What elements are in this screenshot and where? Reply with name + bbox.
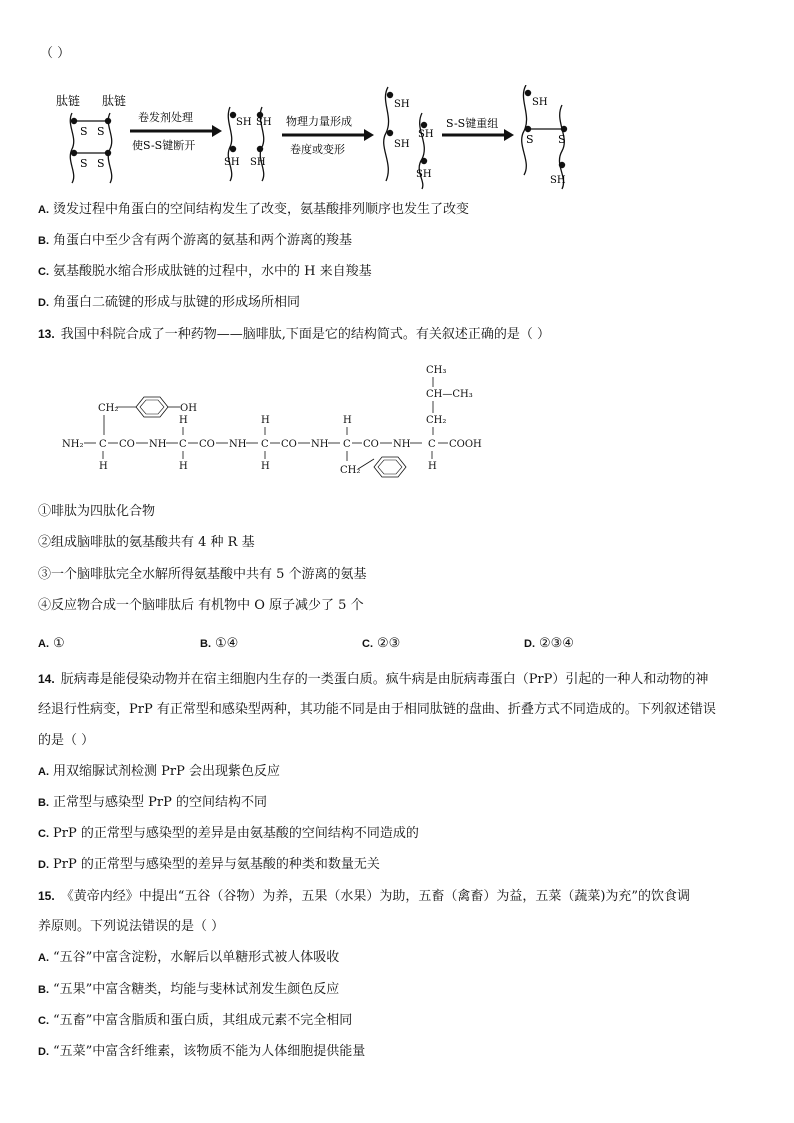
struct-nh: NH — [393, 439, 411, 450]
q13-statement-3: ③一个脑啡肽完全水解所得氨基酸中共有 5 个游离的氨基 — [38, 567, 367, 582]
struct-co: CO — [363, 439, 379, 450]
s-label: S — [97, 157, 105, 170]
struct-oh: OH — [180, 403, 197, 414]
struct-h: H — [179, 415, 188, 426]
arrow2-bottom-label: 卷度或变形 — [290, 143, 345, 156]
struct-nh: NH — [229, 439, 247, 450]
q14-option-a: A. 用双缩脲试剂检测 PrP 会出现紫色反应 — [38, 764, 280, 779]
q13-stem: 13. 我国中科院合成了一种药物——脑啡肽,下面是它的结构简式。有关叙述正确的是（ ） — [38, 327, 550, 342]
struct-co: CO — [281, 439, 297, 450]
s-label: S — [558, 133, 566, 146]
struct-h: H — [179, 461, 188, 472]
q12-option-a: A. 烫发过程中角蛋白的空间结构发生了改变，氨基酸排列顺序也发生了改变 — [38, 202, 470, 217]
struct-ch-ch3: CH—CH₃ — [426, 389, 473, 400]
struct-c: C — [179, 439, 187, 450]
q13-choice-a: A. ① — [38, 636, 65, 651]
s-label: S — [80, 157, 88, 170]
q12-option-b: B. 角蛋白中至少含有两个游离的氨基和两个游离的羧基 — [38, 233, 353, 248]
q13-choice-b: B. ①④ — [200, 636, 239, 651]
s-label: S — [97, 125, 105, 138]
q13-choice-d: D. ②③④ — [524, 636, 574, 651]
arrow3-top-label: S-S键重组 — [446, 117, 499, 130]
struct-h: H — [261, 461, 270, 472]
q12-option-c: C. 氨基酸脱水缩合形成肽链的过程中，水中的 H 来自羧基 — [38, 264, 372, 279]
struct-h: H — [428, 461, 437, 472]
q15-option-a: A. “五谷”中富含淀粉，水解后以单糖形式被人体吸收 — [38, 950, 340, 965]
sh-label: SH — [224, 157, 240, 168]
enkephalin-structure — [58, 355, 488, 490]
struct-co: CO — [119, 439, 135, 450]
q15-option-d: D. “五菜”中富含纤维素，该物质不能为人体细胞提供能量 — [38, 1044, 366, 1059]
sh-label: SH — [236, 117, 252, 128]
q13-choices — [38, 636, 758, 656]
chain-label-2: 肽链 — [102, 94, 127, 108]
struct-cooh: COOH — [449, 439, 482, 450]
sh-label: SH — [550, 175, 566, 186]
q13-statement-1: ①啡肽为四肽化合物 — [38, 504, 156, 519]
struct-c: C — [343, 439, 351, 450]
arrow1-top-label: 卷发剂处理 — [138, 111, 193, 124]
q15-stem-line-1: 15. 《黄帝内经》中提出“五谷（谷物）为养，五果（水果）为助，五畜（禽畜）为益，五菜（蔬菜)为充”的饮食调 — [38, 889, 691, 904]
struct-nh2: NH₂ — [62, 439, 84, 450]
struct-co: CO — [199, 439, 215, 450]
s-label: S — [526, 133, 534, 146]
chain-label-1: 肽链 — [56, 94, 81, 108]
struct-h: H — [99, 461, 108, 472]
q12-option-d: D. 角蛋白二硫键的形成与肽键的形成场所相同 — [38, 295, 301, 310]
struct-h: H — [343, 415, 352, 426]
struct-ch2: CH₂ — [426, 415, 447, 426]
sh-label: SH — [250, 157, 266, 168]
struct-ch2-tyr: CH₂ — [98, 403, 119, 414]
answer-paren: （ ） — [40, 46, 71, 61]
sh-label: SH — [416, 169, 432, 180]
q14-option-b: B. 正常型与感染型 PrP 的空间结构不同 — [38, 795, 267, 810]
q15-stem-line-2: 养原则。下列说法错误的是（ ） — [38, 919, 225, 934]
struct-ch2-phe: CH₂ — [340, 465, 361, 476]
q13-choice-c: C. ②③ — [362, 636, 401, 651]
sh-label: SH — [256, 117, 272, 128]
arrow2-top-label: 物理力量形成 — [286, 115, 352, 128]
struct-nh: NH — [311, 439, 329, 450]
arrow1-bottom-label: 使S-S键断开 — [132, 139, 196, 152]
struct-nh: NH — [149, 439, 167, 450]
sh-label: SH — [418, 129, 434, 140]
q13-statement-4: ④反应物合成一个脑啡肽后 有机物中 O 原子减少了 5 个 — [38, 598, 364, 613]
sh-label: SH — [532, 97, 548, 108]
q14-option-c: C. PrP 的正常型与感染型的差异是由氨基酸的空间结构不同造成的 — [38, 826, 419, 841]
q15-option-c: C. “五畜”中富含脂质和蛋白质，其组成元素不完全相同 — [38, 1013, 353, 1028]
q14-option-d: D. PrP 的正常型与感染型的差异与氨基酸的种类和数量无关 — [38, 857, 380, 872]
q14-stem-line-2: 经退行性病变，PrP 有正常型和感染型两种，其功能不同是由于相同肽链的盘曲、折叠方式不同造成的。下列叙述错误 — [38, 702, 716, 717]
sh-label: SH — [394, 99, 410, 110]
s-label: S — [80, 125, 88, 138]
struct-h: H — [261, 415, 270, 426]
q14-stem-line-1: 14. 朊病毒是能侵染动物并在宿主细胞内生存的一类蛋白质。疯牛病是由朊病毒蛋白（PrP）引起的一种人和动物的神 — [38, 672, 709, 687]
q13-statement-2: ②组成脑啡肽的氨基酸共有 4 种 R 基 — [38, 535, 255, 550]
q15-option-b: B. “五果”中富含糖类，均能与斐林试剂发生颜色反应 — [38, 982, 340, 997]
struct-c: C — [428, 439, 436, 450]
perm-process-diagram — [50, 85, 610, 190]
struct-c: C — [261, 439, 269, 450]
struct-ch3-top: CH₃ — [426, 365, 447, 376]
sh-label: SH — [394, 139, 410, 150]
q14-stem-line-3: 的是（ ） — [38, 733, 95, 748]
struct-c: C — [99, 439, 107, 450]
